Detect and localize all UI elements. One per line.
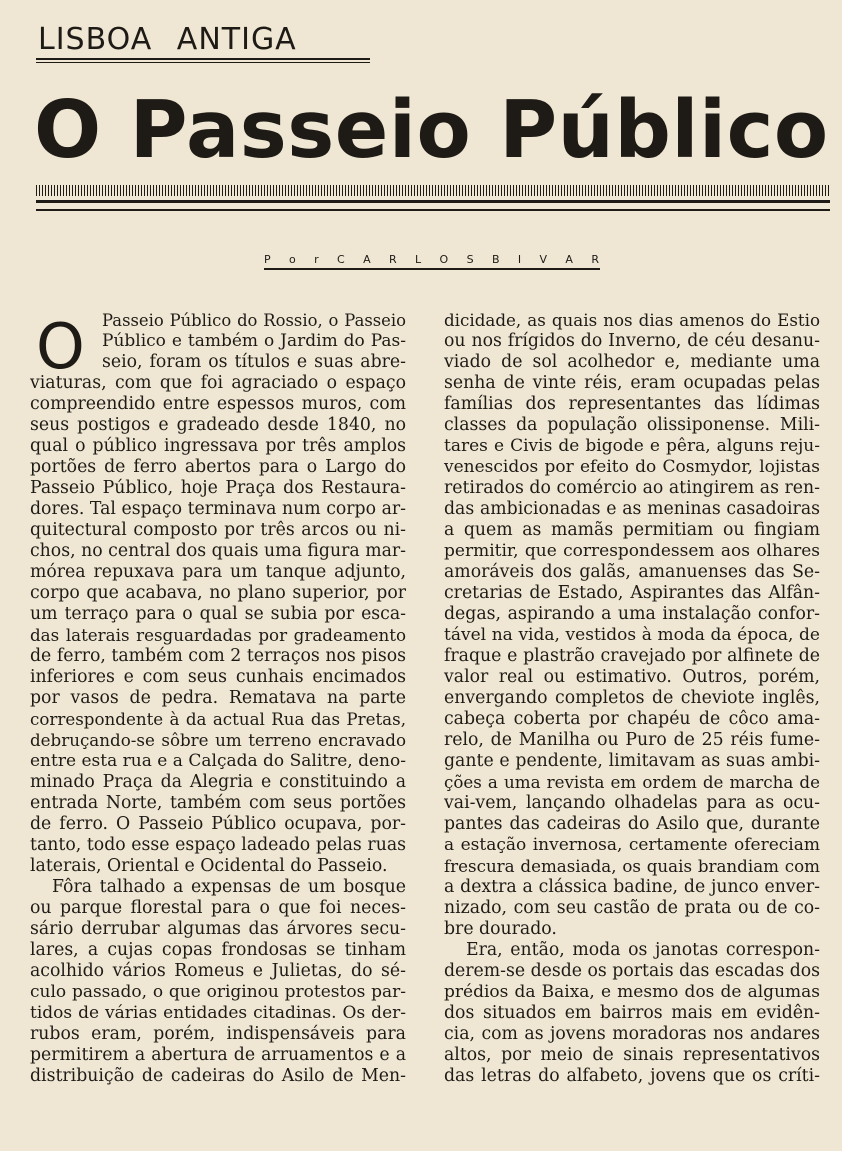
byline-letter: L (415, 253, 423, 266)
article-line: classes da população olissiponense. Mili- (444, 415, 820, 435)
article-line: lares, a cujas copas frondosas se tinham (30, 940, 406, 960)
article-line: cabeça coberta por chapéu de côco ama- (444, 709, 820, 729)
article-line: minado Praça da Alegria e constituindo a (30, 772, 406, 792)
article-line: permitirem a abertura de arruamentos e a (30, 1045, 406, 1065)
article-line: a dextra a clássica badine, de junco enver- (444, 877, 820, 897)
article-line: tanto, todo esse espaço ladeado pelas ruas (30, 835, 406, 855)
article-line: ções a uma revista em ordem de marcha de (444, 772, 820, 792)
article-line: prédios da Baixa, e mesmo dos de algumas (444, 982, 820, 1002)
article-line: chos, no central dos quais uma figura mar- (30, 541, 406, 561)
article-line: quitectural composto por três arcos ou ni- (30, 520, 406, 540)
article-line: fraque e plastrão cravejado por alfinete de (444, 646, 820, 666)
article-line: portões de ferro abertos para o Largo do (30, 457, 406, 477)
article-line: rubos eram, porém, indispensáveis para (30, 1024, 406, 1044)
article-line: corpo que acabava, no plano superior, por (30, 583, 406, 603)
article-line: Passeio Público do Rossio, o Passeio (102, 311, 406, 330)
article-line: das ambicionadas e as meninas casadoiras (444, 499, 820, 519)
article-line: seio, foram os títulos e suas abre- (102, 352, 406, 372)
article-line: dos situados em bairros mais em evidên- (444, 1003, 820, 1023)
article-line: entre esta rua e a Calçada do Salitre, deno- (30, 751, 406, 771)
byline-letter: R (389, 253, 398, 266)
article-line: permitir, que correspondessem aos olhares (444, 541, 820, 561)
article-line: correspondente à da actual Rua das Pretas, (30, 709, 406, 729)
article-line: dicidade, as quais nos dias amenos do Estio (444, 310, 820, 330)
article-line: das letras do alfabeto, jovens que os críti- (444, 1066, 820, 1086)
article-line: Público e também o Jardim do Pas- (102, 331, 406, 351)
article-line: distribuição de cadeiras do Asilo de Men- (30, 1066, 406, 1086)
article-line: ou parque florestal para o que foi neces- (30, 898, 406, 918)
article-line: relo, de Manilha ou Puro de 25 réis fume- (444, 730, 820, 750)
byline-letter: O (439, 253, 450, 266)
article-line: laterais, Oriental e Ocidental do Passeio. (30, 856, 388, 876)
article-title: O Passeio Público (34, 84, 829, 176)
article-line: acolhido vários Romeus e Julietas, do sé- (30, 961, 406, 981)
byline-letter: A (565, 253, 574, 266)
article-line: de ferro. O Passeio Público ocupava, por- (30, 814, 406, 834)
byline-underline (264, 268, 600, 270)
article-line: por vasos de pedra. Rematava na parte (30, 688, 406, 708)
article-line: degas, aspirando a uma instalação confor- (444, 604, 820, 624)
byline (264, 253, 600, 267)
article-line: Passeio Público, hoje Praça dos Restaura- (30, 478, 406, 498)
article-line: tável na vida, vestidos à moda da época, de (444, 625, 820, 645)
byline-letter: P (264, 253, 272, 266)
article-line: um terraço para o qual se subia por esca- (30, 604, 406, 624)
article-line: qual o público ingressava por três amplos (30, 436, 406, 456)
article-line: gante e pendente, limitavam as suas ambi- (444, 751, 820, 771)
article-line: cretarias de Estado, Aspirantes das Alfân- (444, 583, 820, 603)
byline-letter: A (363, 253, 372, 266)
article-line: envergando completos de cheviote inglês, (444, 688, 820, 708)
article-line: altos, por meio de sinais representativos (444, 1045, 820, 1065)
article-column-right (444, 310, 820, 1087)
article-line: Era, então, moda os janotas correspon- (466, 940, 820, 960)
article-line: das laterais resguardadas por gradeamento (30, 625, 406, 645)
article-line: tidos de várias entidades citadinas. Os der- (30, 1003, 406, 1023)
kicker-underline (36, 58, 370, 60)
article-column-left (30, 310, 406, 1087)
drop-cap: O (36, 310, 85, 383)
article-line: compreendido entre espessos muros, com (30, 394, 406, 414)
article-line: de ferro, também com 2 terraços nos pisos (30, 646, 406, 666)
article-line: tares e Civis de bigode e pêra, alguns reju- (444, 436, 820, 456)
article-line: nizado, com seu castão de prata ou de co- (444, 898, 820, 918)
byline-letter: r (314, 253, 320, 266)
article-line: inferiores e com seus cunhais encimados (30, 667, 406, 687)
article-line: a quem as mamãs permitiam ou fingiam (444, 520, 820, 540)
article-line: entrada Norte, também com seus portões (30, 793, 406, 813)
article-line: amoráveis dos galãs, amanuenses das Se- (444, 562, 820, 582)
article-line: Fôra talhado a expensas de um bosque (52, 877, 406, 897)
article-line: venescidos por efeito do Cosmydor, lojistas (444, 457, 820, 477)
article-line: retirados do comércio ao atingirem as ren- (444, 478, 820, 498)
article-line: famílias dos representantes das lídimas (444, 394, 820, 414)
article-line: valor real ou estimativo. Outros, porém, (444, 667, 820, 687)
kicker-underline-thin (36, 62, 370, 63)
article-line: frescura demasiada, os quais brandiam com (444, 856, 820, 876)
byline-letter: V (539, 253, 549, 266)
article-line: pantes das cadeiras do Asilo que, durante (444, 814, 820, 834)
article-line: ou nos frígidos do Inverno, de céu desanu- (444, 331, 820, 351)
article-line: cia, com as jovens moradoras nos andares (444, 1024, 820, 1044)
article-line: culo passado, o que originou protestos par- (30, 982, 406, 1002)
title-hatched-rule (36, 185, 830, 196)
byline-letter: o (289, 253, 297, 266)
article-line: mórea repuxava para um tanque adjunto, (30, 562, 406, 582)
article-line: derem-se desde os portais das escadas dos (444, 961, 821, 981)
title-rule-thick (36, 200, 830, 203)
article-line: a estação invernosa, certamente ofereciam (444, 835, 820, 855)
byline-letter: S (466, 253, 475, 266)
article-line: senha de vinte réis, eram ocupadas pelas (444, 373, 820, 393)
section-kicker: LISBOA ANTIGA (38, 22, 297, 57)
byline-letter: B (491, 253, 501, 266)
article-line: viado de sol acolhedor e, mediante uma (444, 352, 820, 372)
article-line: bre dourado. (444, 919, 557, 939)
article-line: sário derrubar algumas das árvores secu- (30, 919, 406, 939)
article-line: vai-vem, lançando olhadelas para as ocu- (444, 793, 820, 813)
article-line: seus postigos e gradeado desde 1840, no (30, 415, 406, 435)
article-line: dores. Tal espaço terminava num corpo ar- (30, 499, 406, 519)
byline-letter: R (591, 253, 600, 266)
title-rule-thin (36, 209, 830, 211)
byline-letter: C (337, 253, 346, 266)
article-line: viaturas, com que foi agraciado o espaço (30, 373, 406, 393)
article-line: debruçando-se sôbre um terreno encravado (30, 730, 406, 750)
byline-letter: I (517, 253, 523, 266)
